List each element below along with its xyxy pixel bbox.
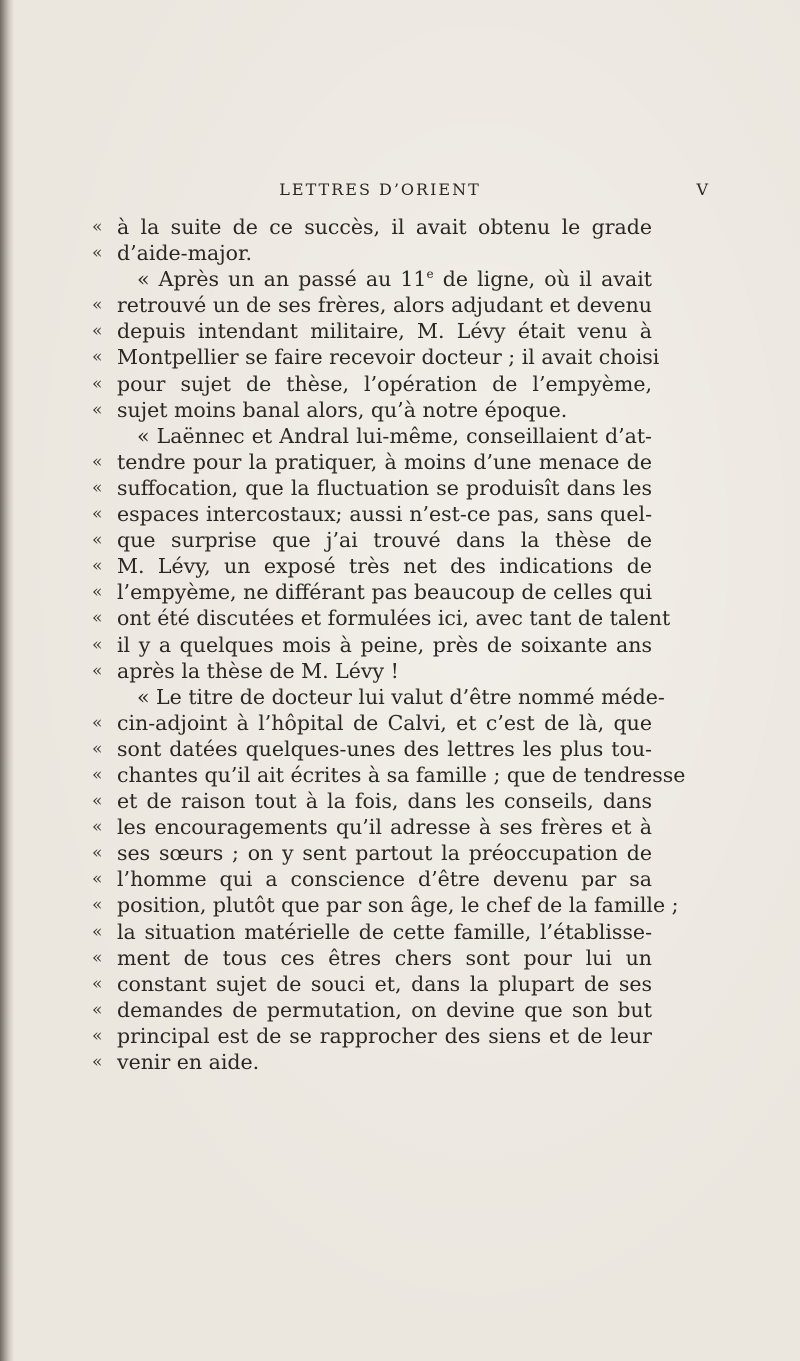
margin-quote-mark: « xyxy=(92,556,103,577)
margin-quote-mark: « xyxy=(92,843,103,864)
text-line xyxy=(92,788,652,814)
margin-quote-mark: « xyxy=(92,921,103,942)
line-text: retrouvé un de ses frères, alors adjudant et devenu xyxy=(117,293,652,318)
text-line xyxy=(92,579,652,605)
text-line xyxy=(92,553,652,579)
line-text: la situation matérielle de cette famille, l’établisse- xyxy=(117,919,652,944)
text-line xyxy=(92,840,652,866)
margin-quote-mark: « xyxy=(92,712,103,733)
page-header xyxy=(0,180,800,206)
text-line xyxy=(92,919,652,945)
margin-quote-mark: « xyxy=(92,764,103,785)
line-text: depuis intendant militaire, M. Lévy était venu à xyxy=(117,319,652,344)
margin-quote-mark: « xyxy=(92,373,103,394)
text-line xyxy=(92,344,660,370)
line-text: Montpellier se faire recevoir docteur ; il avait choisi xyxy=(117,345,660,370)
text-line xyxy=(92,397,652,423)
margin-quote-mark: « xyxy=(92,1052,103,1072)
margin-quote-mark: « xyxy=(92,399,103,420)
margin-quote-mark: « xyxy=(92,947,103,968)
text-line xyxy=(92,371,652,397)
text-line xyxy=(92,710,652,736)
line-text: sont datées quelques-unes des lettres les plus tou- xyxy=(117,736,652,761)
line-text: d’aide-major. xyxy=(117,241,253,266)
margin-quote-mark: « xyxy=(92,582,103,603)
body-text xyxy=(92,214,686,1075)
text-line xyxy=(92,866,652,892)
margin-quote-mark: « xyxy=(92,973,103,994)
text-line xyxy=(92,318,652,344)
line-text: et de raison tout à la fois, dans les conseils, dans xyxy=(117,789,652,814)
text-line xyxy=(92,501,652,527)
margin-quote-mark: « xyxy=(92,791,103,812)
text-line xyxy=(92,1023,652,1049)
text-line xyxy=(92,605,671,631)
line-text: ses sœurs ; on y sent partout la préoccupation de xyxy=(117,841,652,866)
line-text: à la suite de ce succès, il avait obtenu le grade xyxy=(117,215,652,239)
running-title: LETTRES D’ORIENT xyxy=(279,180,481,199)
line-text: les encouragements qu’il adresse à ses frères et à xyxy=(117,815,652,840)
line-text: ont été discutées et formulées ici, avec tant de talent xyxy=(117,606,671,631)
line-text: espaces intercostaux; aussi n’est-ce pas, sans quel- xyxy=(117,502,652,527)
text-line xyxy=(92,762,686,788)
line-text: « Le titre de docteur lui valut d’être nommé méde- xyxy=(137,684,665,709)
text-line xyxy=(92,632,652,658)
line-text: cin-adjoint à l’hôpital de Calvi, et c’est de là, que xyxy=(117,710,652,735)
text-line xyxy=(92,892,679,918)
text-line xyxy=(92,684,665,710)
line-text: demandes de permutation, on devine que son but xyxy=(117,997,652,1022)
margin-quote-mark: « xyxy=(92,295,103,316)
margin-quote-mark: « xyxy=(92,608,103,629)
margin-quote-mark: « xyxy=(92,738,103,759)
text-line xyxy=(92,658,652,684)
line-text: position, plutôt que par son âge, le chef de la famille ; xyxy=(117,893,679,918)
line-text: « Laënnec et Andral lui-même, conseillaient d’at- xyxy=(137,423,652,448)
text-line xyxy=(92,266,652,292)
margin-quote-mark: « xyxy=(92,895,103,916)
text-line xyxy=(92,527,652,553)
line-text: ment de tous ces êtres chers sont pour lui un xyxy=(117,945,652,970)
line-text: constant sujet de souci et, dans la plupart de ses xyxy=(117,971,652,996)
text-line xyxy=(92,240,652,266)
line-text: suffocation, que la fluctuation se produisît dans les xyxy=(117,475,652,500)
text-line xyxy=(92,214,652,240)
margin-quote-mark: « xyxy=(92,999,103,1020)
line-text: principal est de se rapprocher des siens et de leur xyxy=(117,1023,652,1048)
margin-quote-mark: « xyxy=(92,1025,103,1046)
line-text: l’empyème, ne différant pas beaucoup de celles qui xyxy=(117,580,652,605)
margin-quote-mark: « xyxy=(92,504,103,525)
line-text: venir en aide. xyxy=(117,1050,260,1074)
text-line xyxy=(92,814,652,840)
margin-quote-mark: « xyxy=(92,477,103,498)
margin-quote-mark: « xyxy=(92,660,103,681)
line-text: pour sujet de thèse, l’opération de l’empyème, xyxy=(117,371,652,396)
text-line xyxy=(92,449,652,475)
line-text: que surprise que j’ai trouvé dans la thèse de xyxy=(117,528,652,553)
text-line xyxy=(92,997,652,1023)
text-line xyxy=(92,1049,652,1075)
line-text: M. Lévy, un exposé très net des indications de xyxy=(117,554,652,579)
margin-quote-mark: « xyxy=(92,530,103,551)
line-text: sujet moins banal alors, qu’à notre époque. xyxy=(117,397,568,422)
line-text: « Après un an passé au 11e de ligne, où il avait xyxy=(137,267,652,292)
text-line xyxy=(92,292,652,318)
text-line xyxy=(92,423,652,449)
margin-quote-mark: « xyxy=(92,634,103,655)
page-number: V xyxy=(696,180,708,199)
line-text: après la thèse de M. Lévy ! xyxy=(117,658,399,683)
text-line xyxy=(92,945,652,971)
text-line xyxy=(92,971,652,997)
margin-quote-mark: « xyxy=(92,217,103,237)
line-text: chantes qu’il ait écrites à sa famille ; que de tendresse xyxy=(117,762,686,787)
text-line xyxy=(92,475,652,501)
margin-quote-mark: « xyxy=(92,451,103,472)
line-text: il y a quelques mois à peine, près de soixante ans xyxy=(117,632,652,657)
line-text: l’homme qui a conscience d’être devenu par sa xyxy=(117,867,652,892)
margin-quote-mark: « xyxy=(92,869,103,890)
margin-quote-mark: « xyxy=(92,817,103,838)
margin-quote-mark: « xyxy=(92,243,103,264)
margin-quote-mark: « xyxy=(92,321,103,342)
margin-quote-mark: « xyxy=(92,347,103,368)
text-line xyxy=(92,736,652,762)
line-text: tendre pour la pratiquer, à moins d’une menace de xyxy=(117,449,652,474)
